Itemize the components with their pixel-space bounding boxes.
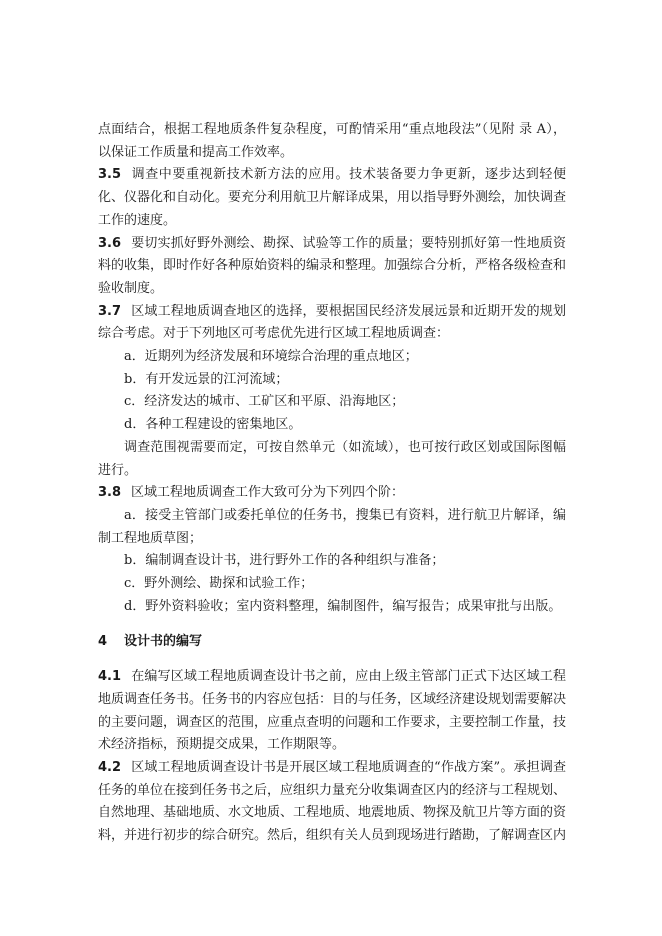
- list-item: c．经济发达的城市、工矿区和平原、沿海地区；: [124, 394, 405, 410]
- section-number: 4: [98, 634, 108, 650]
- clause-number: 3.5: [98, 167, 122, 183]
- continued-paragraph: 点面结合，根据工程地质条件复杂程度，可酌情采用“重点地段法”（见附 录 A），以保证工作质量和提高工作效率。: [98, 122, 566, 160]
- list-item: b．有开发远景的江河流域；: [124, 371, 289, 387]
- section-heading: [98, 631, 566, 654]
- clause-text: 区域工程地质调查地区的选择，要根据国民经济发展远景和近期开发的规划综合考虑。对于下列地区可考虑优先进行区域工程地质调查：: [98, 303, 566, 342]
- list-item: d．野外资料验收；室内资料整理，编制图件，编写报告；成果审批与出版。: [124, 598, 562, 614]
- clause-4-2: [98, 757, 566, 848]
- list-item: b．编制调查设计书，进行野外工作的各种组织与准备；: [124, 553, 445, 569]
- clause-4-1: [98, 666, 566, 757]
- clause-number: 3.8: [98, 485, 122, 501]
- clause-text: 区域工程地质调查设计书是开展区域工程地质调查的“作战方案”。承担调查任务的单位在接到任务书之后，应组织力量充分收集调查区内的经济与工程规划、自然地理、基础地质、水文地质、工程地质、地震地质、物探及航卫片等方面的资料，并进行初步的综合研究。然后，组织有关人员到现场进行踏勘，了解调查区内: [98, 759, 567, 844]
- list-item: c．野外测绘、勘探和试验工作；: [124, 576, 314, 592]
- list-item: d．各种工程建设的密集地区。: [124, 417, 302, 433]
- clause-text: 调查中要重视新技术新方法的应用。技术装备要力争更新，逐步达到轻便化、仪器化和自动化。要充分利用航卫片解译成果，用以指导野外测绘，加快调查工作的速度。: [98, 167, 567, 228]
- section-title: 设计书的编写: [124, 634, 203, 650]
- clause-text: 区域工程地质调查工作大致可分为下列四个阶：: [131, 485, 405, 501]
- clause-3-5: [98, 164, 566, 232]
- list-item: a．接受主管部门或委托单位的任务书，搜集已有资料，进行航卫片解译，编制工程地质草图；: [98, 507, 566, 546]
- clause-number: 4.1: [98, 669, 122, 685]
- clause-number: 4.2: [98, 759, 122, 775]
- clause-3-6: [98, 233, 566, 301]
- list-item: a．近期列为经济发展和环境综合治理的重点地区；: [124, 349, 418, 365]
- clause-text: 要切实抓好野外测绘、勘探、试验等工作的质量；要特别抓好第一性地质资料的收集，即时作好各种原始资料的编录和整理。加强综合分析，严格各级检查和验收制度。: [98, 235, 567, 296]
- clause-number: 3.6: [98, 235, 122, 251]
- clause-3-7: [98, 301, 566, 346]
- clause-3-8: [98, 482, 566, 505]
- clause-text: 在编写区域工程地质调查设计书之前，应由上级主管部门正式下达区域工程地质调查任务书。任务书的内容应包括：目的与任务，区域经济建设规划需要解决的主要问题，调查区的范围，应重点查明的问题和工作要求，主要控制工作量，技术经济指标，预期提交成果，工作期限等。: [98, 669, 567, 753]
- document-body: [98, 119, 566, 848]
- note-paragraph: 调查范围视需要而定，可按自然单元（如流域），也可按行政区划或国际图幅进行。: [98, 439, 566, 478]
- clause-number: 3.7: [98, 303, 122, 319]
